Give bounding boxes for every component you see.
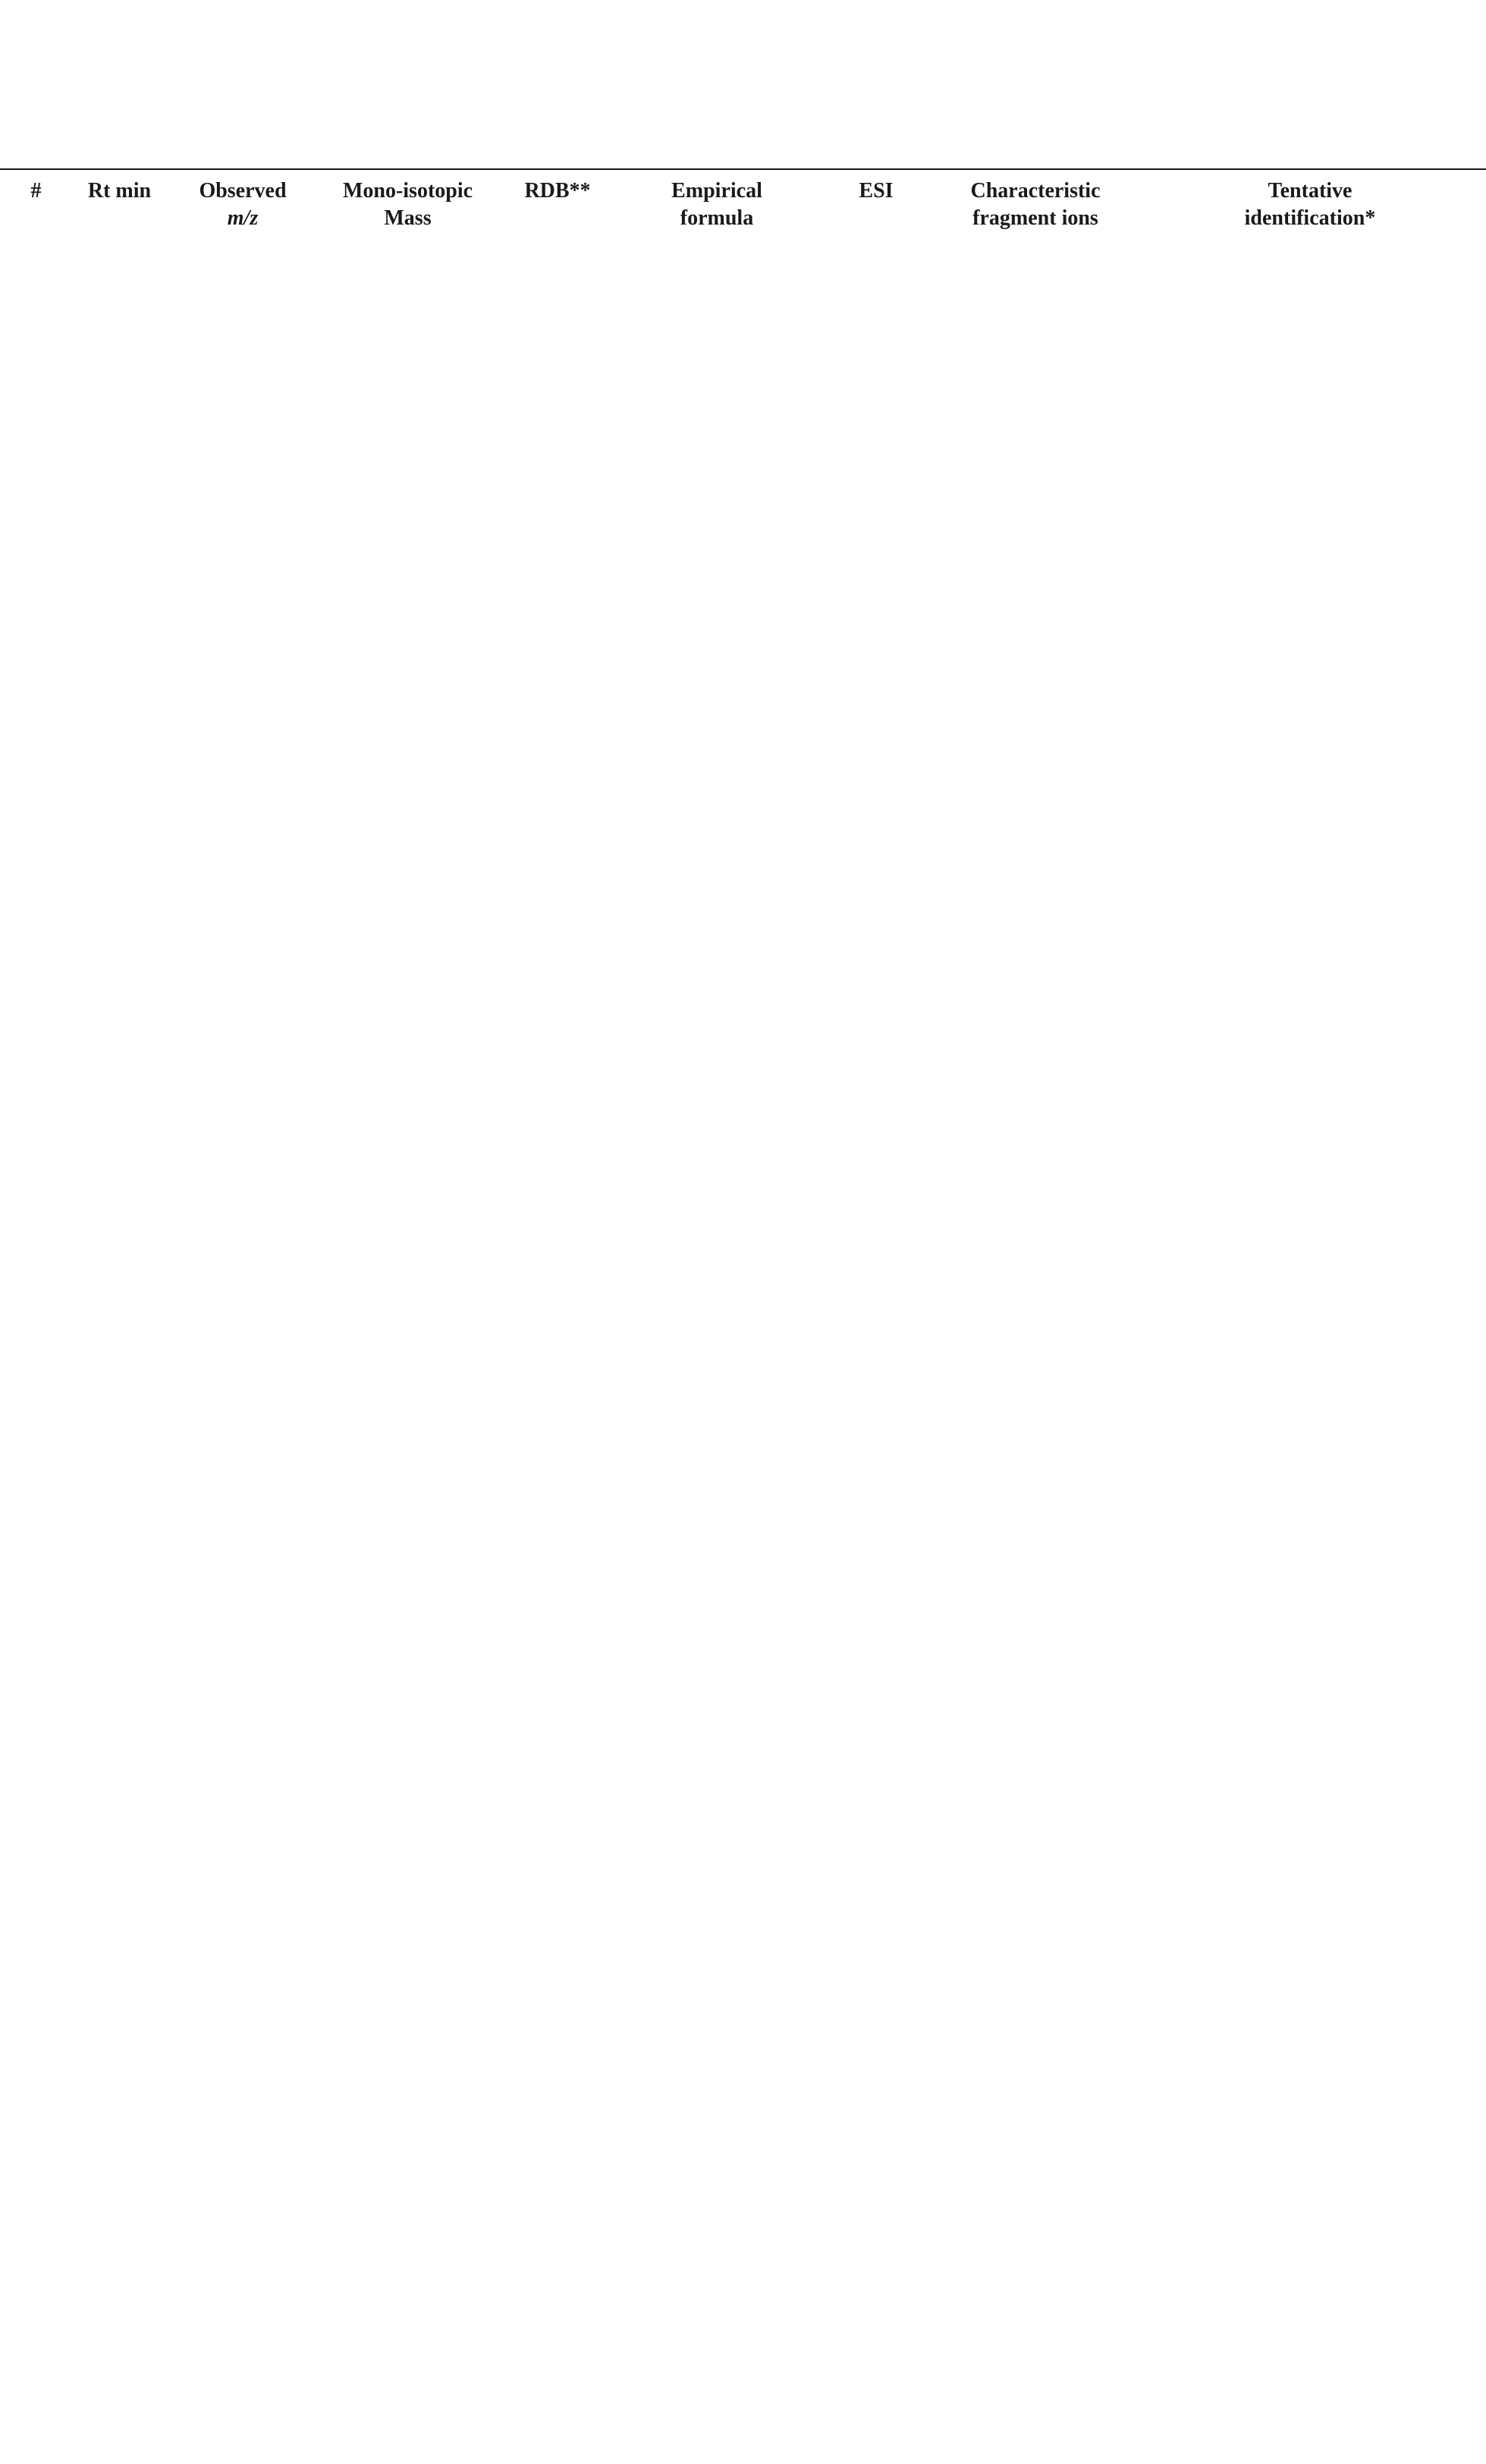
- header-fragments: Characteristic fragment ions: [970, 179, 1101, 230]
- header-rdb: RDB**: [524, 179, 591, 203]
- table-header-row: [0, 171, 1486, 237]
- top-rule: [0, 168, 1486, 170]
- data-table: [0, 171, 1486, 237]
- header-rt: Rt min: [87, 179, 152, 203]
- header-formula: Empirical formula: [671, 179, 762, 230]
- header-esi: ESI: [859, 179, 894, 203]
- header-identification: Tentative identification*: [1244, 179, 1376, 230]
- header-num: #: [30, 179, 42, 203]
- header-mono-mass: Mono-isotopic Mass: [342, 179, 473, 230]
- header-observed-mz: Observed m/z: [199, 179, 287, 230]
